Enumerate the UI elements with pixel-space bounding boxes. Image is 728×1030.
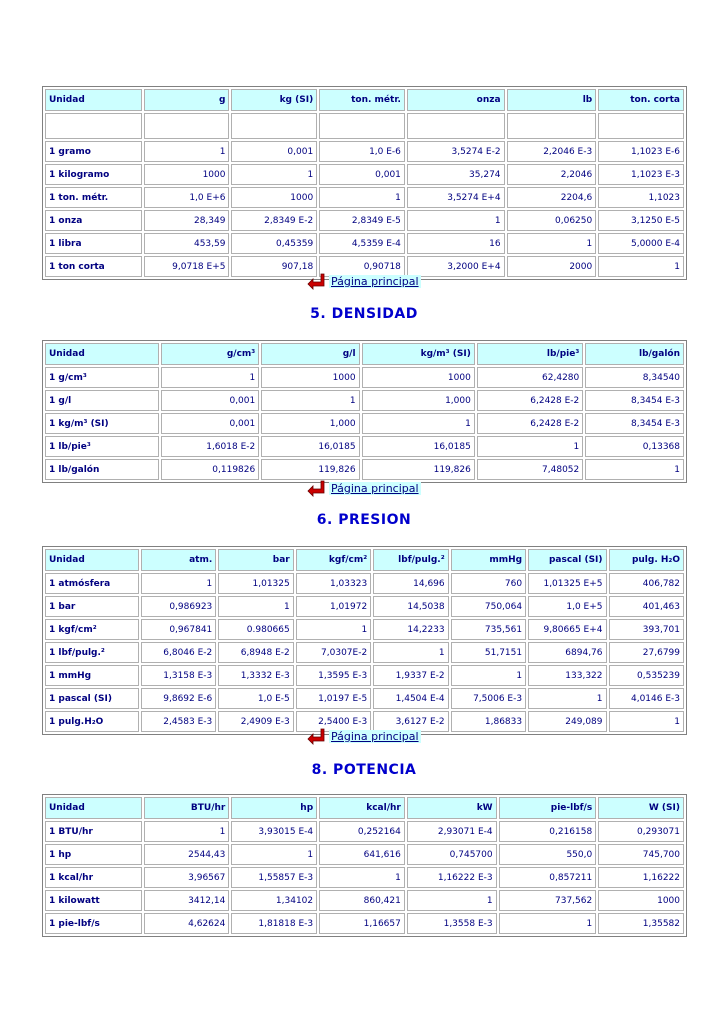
row-label-cell: 1 ton. métr. bbox=[45, 187, 142, 208]
home-link[interactable]: Página principal bbox=[331, 729, 419, 743]
home-link[interactable]: Página principal bbox=[331, 481, 419, 495]
home-link-row[interactable] bbox=[307, 726, 421, 746]
value-cell: 401,463 bbox=[609, 596, 684, 617]
value-cell: 1000 bbox=[598, 890, 684, 911]
table-row bbox=[45, 844, 684, 865]
section-title-pressure: 6. PRESION bbox=[316, 512, 412, 528]
value-cell: 1 bbox=[144, 141, 230, 162]
row-label-cell: 1 onza bbox=[45, 210, 142, 231]
value-cell: 1,81818 E-3 bbox=[231, 913, 317, 934]
row-label-cell: 1 lbf/pulg.² bbox=[45, 642, 139, 663]
row-label-cell: 1 hp bbox=[45, 844, 142, 865]
table-row bbox=[45, 210, 684, 231]
mass-rows bbox=[45, 141, 684, 277]
value-cell: 1 bbox=[261, 390, 359, 411]
value-cell: 1,16657 bbox=[319, 913, 405, 934]
value-cell: 1,0 E-5 bbox=[218, 688, 293, 709]
value-cell: 0,001 bbox=[319, 164, 405, 185]
table-row bbox=[45, 459, 684, 480]
value-cell: 1,1023 E-3 bbox=[598, 164, 684, 185]
section-title-density: 5. DENSIDAD bbox=[310, 306, 418, 322]
value-cell: 14,5038 bbox=[373, 596, 448, 617]
row-label-cell: 1 gramo bbox=[45, 141, 142, 162]
home-link-row[interactable] bbox=[307, 478, 421, 498]
header-cell: atm. bbox=[141, 549, 216, 571]
value-cell: 1000 bbox=[144, 164, 230, 185]
value-cell: 1,000 bbox=[261, 413, 359, 434]
value-cell: 907,18 bbox=[231, 256, 317, 277]
value-cell: 2,8349 E-2 bbox=[231, 210, 317, 231]
row-label-cell: 1 lb/galón bbox=[45, 459, 159, 480]
value-cell: 3,2000 E+4 bbox=[407, 256, 505, 277]
header-cell: kW bbox=[407, 797, 497, 819]
header-cell: hp bbox=[231, 797, 317, 819]
value-cell: 393,701 bbox=[609, 619, 684, 640]
value-cell: 453,59 bbox=[144, 233, 230, 254]
row-label-cell: 1 lb/pie³ bbox=[45, 436, 159, 457]
return-arrow-icon bbox=[307, 479, 325, 497]
table-row bbox=[45, 688, 684, 709]
value-cell: 1,4504 E-4 bbox=[373, 688, 448, 709]
value-cell: 1 bbox=[161, 367, 260, 388]
value-cell: 16,0185 bbox=[362, 436, 475, 457]
header-cell: lb bbox=[507, 89, 597, 111]
value-cell: 8,3454 E-3 bbox=[585, 413, 684, 434]
value-cell: 1,03323 bbox=[296, 573, 371, 594]
value-cell: 6,8046 E-2 bbox=[141, 642, 216, 663]
value-cell: 7,48052 bbox=[477, 459, 583, 480]
row-label-cell: 1 kilowatt bbox=[45, 890, 142, 911]
value-cell: 0,252164 bbox=[319, 821, 405, 842]
table-row bbox=[45, 596, 684, 617]
table-row bbox=[45, 187, 684, 208]
value-cell: 1,3158 E-3 bbox=[141, 665, 216, 686]
value-cell: 1,9337 E-2 bbox=[373, 665, 448, 686]
blank-row bbox=[45, 113, 684, 139]
value-cell: 9,8692 E-6 bbox=[141, 688, 216, 709]
value-cell: 1 bbox=[218, 596, 293, 617]
value-cell: 2,93071 E-4 bbox=[407, 821, 497, 842]
row-label-cell: 1 pulg.H₂O bbox=[45, 711, 139, 732]
value-cell: 0,90718 bbox=[319, 256, 405, 277]
value-cell: 7,0307E-2 bbox=[296, 642, 371, 663]
value-cell: 6,2428 E-2 bbox=[477, 390, 583, 411]
value-cell: 0,45359 bbox=[231, 233, 317, 254]
value-cell: 1,3558 E-3 bbox=[407, 913, 497, 934]
value-cell: 1,3332 E-3 bbox=[218, 665, 293, 686]
row-label-cell: 1 g/cm³ bbox=[45, 367, 159, 388]
value-cell: 4,5359 E-4 bbox=[319, 233, 405, 254]
value-cell: 8,34540 bbox=[585, 367, 684, 388]
row-label-cell: 1 g/l bbox=[45, 390, 159, 411]
table-row bbox=[45, 913, 684, 934]
value-cell: 550,0 bbox=[499, 844, 597, 865]
header-cell: g/cm³ bbox=[161, 343, 260, 365]
value-cell: 760 bbox=[451, 573, 526, 594]
value-cell: 1 bbox=[373, 642, 448, 663]
value-cell: 2,4909 E-3 bbox=[218, 711, 293, 732]
value-cell: 249,089 bbox=[528, 711, 606, 732]
header-cell: kgf/cm² bbox=[296, 549, 371, 571]
row-label-cell: 1 pascal (SI) bbox=[45, 688, 139, 709]
value-cell: 1,86833 bbox=[451, 711, 526, 732]
header-cell: Unidad bbox=[45, 343, 159, 365]
value-cell: 1 bbox=[231, 844, 317, 865]
value-cell: 1 bbox=[144, 821, 230, 842]
row-label-cell: 1 kgf/cm² bbox=[45, 619, 139, 640]
header-cell: ton. corta bbox=[598, 89, 684, 111]
row-label-cell: 1 BTU/hr bbox=[45, 821, 142, 842]
row-label-cell: 1 kilogramo bbox=[45, 164, 142, 185]
header-cell: pascal (SI) bbox=[528, 549, 606, 571]
value-cell: 2,2046 E-3 bbox=[507, 141, 597, 162]
pressure-table bbox=[42, 546, 687, 735]
header-cell: BTU/hr bbox=[144, 797, 230, 819]
value-cell: 1,000 bbox=[362, 390, 475, 411]
value-cell: 1 bbox=[451, 665, 526, 686]
value-cell: 1,3595 E-3 bbox=[296, 665, 371, 686]
value-cell: 3,5274 E+4 bbox=[407, 187, 505, 208]
value-cell: 0,216158 bbox=[499, 821, 597, 842]
value-cell: 2,5400 E-3 bbox=[296, 711, 371, 732]
value-cell: 6,8948 E-2 bbox=[218, 642, 293, 663]
table-row bbox=[45, 367, 684, 388]
value-cell: 735,561 bbox=[451, 619, 526, 640]
value-cell: 1,01325 bbox=[218, 573, 293, 594]
value-cell: 1,55857 E-3 bbox=[231, 867, 317, 888]
header-cell: pulg. H₂O bbox=[609, 549, 684, 571]
header-cell: lbf/pulg.² bbox=[373, 549, 448, 571]
table-row bbox=[45, 164, 684, 185]
pressure-rows bbox=[45, 573, 684, 732]
value-cell: 4,62624 bbox=[144, 913, 230, 934]
value-cell: 1 bbox=[407, 210, 505, 231]
header-cell: lb/pie³ bbox=[477, 343, 583, 365]
value-cell: 1 bbox=[507, 233, 597, 254]
header-cell: bar bbox=[218, 549, 293, 571]
header-cell: Unidad bbox=[45, 549, 139, 571]
value-cell: 860,421 bbox=[319, 890, 405, 911]
value-cell: 27,6799 bbox=[609, 642, 684, 663]
value-cell: 0,001 bbox=[231, 141, 317, 162]
table-header-row bbox=[45, 343, 684, 365]
value-cell: 1 bbox=[141, 573, 216, 594]
value-cell: 1,16222 E-3 bbox=[407, 867, 497, 888]
value-cell: 16,0185 bbox=[261, 436, 359, 457]
value-cell: 3,5274 E-2 bbox=[407, 141, 505, 162]
table-row bbox=[45, 141, 684, 162]
power-rows bbox=[45, 821, 684, 934]
table-row bbox=[45, 642, 684, 663]
value-cell: 1 bbox=[362, 413, 475, 434]
value-cell: 119,826 bbox=[362, 459, 475, 480]
value-cell: 51,7151 bbox=[451, 642, 526, 663]
value-cell: 2,4583 E-3 bbox=[141, 711, 216, 732]
value-cell: 16 bbox=[407, 233, 505, 254]
table-row bbox=[45, 619, 684, 640]
value-cell: 1 bbox=[296, 619, 371, 640]
value-cell: 2000 bbox=[507, 256, 597, 277]
value-cell: 1,0197 E-5 bbox=[296, 688, 371, 709]
power-table bbox=[42, 794, 687, 937]
value-cell: 0,857211 bbox=[499, 867, 597, 888]
value-cell: 2,2046 bbox=[507, 164, 597, 185]
value-cell: 1 bbox=[407, 890, 497, 911]
value-cell: 1,1023 bbox=[598, 187, 684, 208]
header-cell: pie-lbf/s bbox=[499, 797, 597, 819]
table-header-row bbox=[45, 797, 684, 819]
table-row bbox=[45, 665, 684, 686]
value-cell: 750,064 bbox=[451, 596, 526, 617]
value-cell: 62,4280 bbox=[477, 367, 583, 388]
value-cell: 119,826 bbox=[261, 459, 359, 480]
value-cell: 5,0000 E-4 bbox=[598, 233, 684, 254]
value-cell: 1 bbox=[585, 459, 684, 480]
value-cell: 1,01325 E+5 bbox=[528, 573, 606, 594]
value-cell: 1 bbox=[609, 711, 684, 732]
value-cell: 1,1023 E-6 bbox=[598, 141, 684, 162]
value-cell: 2,8349 E-5 bbox=[319, 210, 405, 231]
return-arrow-icon bbox=[307, 272, 325, 290]
value-cell: 1000 bbox=[362, 367, 475, 388]
header-cell: kcal/hr bbox=[319, 797, 405, 819]
value-cell: 14,696 bbox=[373, 573, 448, 594]
value-cell: 6894,76 bbox=[528, 642, 606, 663]
value-cell: 1000 bbox=[231, 187, 317, 208]
value-cell: 14,2233 bbox=[373, 619, 448, 640]
value-cell: 0.980665 bbox=[218, 619, 293, 640]
value-cell: 3412,14 bbox=[144, 890, 230, 911]
table-row bbox=[45, 867, 684, 888]
value-cell: 6,2428 E-2 bbox=[477, 413, 583, 434]
value-cell: 737,562 bbox=[499, 890, 597, 911]
table-row bbox=[45, 233, 684, 254]
value-cell: 28,349 bbox=[144, 210, 230, 231]
value-cell: 0,13368 bbox=[585, 436, 684, 457]
mass-table bbox=[42, 86, 687, 280]
table-row bbox=[45, 436, 684, 457]
header-cell: W (SI) bbox=[598, 797, 684, 819]
row-label-cell: 1 atmósfera bbox=[45, 573, 139, 594]
value-cell: 1000 bbox=[261, 367, 359, 388]
table-row bbox=[45, 413, 684, 434]
value-cell: 2204,6 bbox=[507, 187, 597, 208]
value-cell: 0,293071 bbox=[598, 821, 684, 842]
value-cell: 1 bbox=[319, 187, 405, 208]
header-cell: g bbox=[144, 89, 230, 111]
value-cell: 1 bbox=[231, 164, 317, 185]
table-row bbox=[45, 573, 684, 594]
value-cell: 3,93015 E-4 bbox=[231, 821, 317, 842]
value-cell: 0,986923 bbox=[141, 596, 216, 617]
value-cell: 0,001 bbox=[161, 390, 260, 411]
density-rows bbox=[45, 367, 684, 480]
value-cell: 1,16222 bbox=[598, 867, 684, 888]
value-cell: 8,3454 E-3 bbox=[585, 390, 684, 411]
value-cell: 1 bbox=[598, 256, 684, 277]
value-cell: 641,616 bbox=[319, 844, 405, 865]
header-cell: mmHg bbox=[451, 549, 526, 571]
value-cell: 3,1250 E-5 bbox=[598, 210, 684, 231]
value-cell: 3,6127 E-2 bbox=[373, 711, 448, 732]
return-arrow-icon bbox=[307, 727, 325, 745]
value-cell: 0,06250 bbox=[507, 210, 597, 231]
table-row bbox=[45, 821, 684, 842]
value-cell: 1,0 E+5 bbox=[528, 596, 606, 617]
value-cell: 2544,43 bbox=[144, 844, 230, 865]
value-cell: 1,34102 bbox=[231, 890, 317, 911]
value-cell: 133,322 bbox=[528, 665, 606, 686]
header-cell: onza bbox=[407, 89, 505, 111]
value-cell: 1,0 E+6 bbox=[144, 187, 230, 208]
value-cell: 1 bbox=[528, 688, 606, 709]
home-link[interactable]: Página principal bbox=[331, 274, 419, 288]
value-cell: 1,35582 bbox=[598, 913, 684, 934]
density-table bbox=[42, 340, 687, 483]
value-cell: 35,274 bbox=[407, 164, 505, 185]
value-cell: 0,745700 bbox=[407, 844, 497, 865]
value-cell: 1 bbox=[499, 913, 597, 934]
header-cell: ton. métr. bbox=[319, 89, 405, 111]
value-cell: 1 bbox=[477, 436, 583, 457]
value-cell: 406,782 bbox=[609, 573, 684, 594]
header-cell: g/l bbox=[261, 343, 359, 365]
row-label-cell: 1 kg/m³ (SI) bbox=[45, 413, 159, 434]
value-cell: 0,535239 bbox=[609, 665, 684, 686]
row-label-cell: 1 ton corta bbox=[45, 256, 142, 277]
value-cell: 1,01972 bbox=[296, 596, 371, 617]
table-row bbox=[45, 890, 684, 911]
home-link-row[interactable] bbox=[307, 271, 421, 291]
table-header-row bbox=[45, 549, 684, 571]
value-cell: 0,119826 bbox=[161, 459, 260, 480]
value-cell: 0,967841 bbox=[141, 619, 216, 640]
header-cell: Unidad bbox=[45, 89, 142, 111]
value-cell: 1,6018 E-2 bbox=[161, 436, 260, 457]
header-cell: lb/galón bbox=[585, 343, 684, 365]
value-cell: 9,0718 E+5 bbox=[144, 256, 230, 277]
value-cell: 745,700 bbox=[598, 844, 684, 865]
section-title-power: 8. POTENCIA bbox=[311, 762, 417, 778]
row-label-cell: 1 libra bbox=[45, 233, 142, 254]
value-cell: 3,96567 bbox=[144, 867, 230, 888]
row-label-cell: 1 mmHg bbox=[45, 665, 139, 686]
value-cell: 4,0146 E-3 bbox=[609, 688, 684, 709]
value-cell: 0,001 bbox=[161, 413, 260, 434]
value-cell: 7,5006 E-3 bbox=[451, 688, 526, 709]
value-cell: 1 bbox=[319, 867, 405, 888]
value-cell: 1,0 E-6 bbox=[319, 141, 405, 162]
row-label-cell: 1 kcal/hr bbox=[45, 867, 142, 888]
row-label-cell: 1 pie-lbf/s bbox=[45, 913, 142, 934]
value-cell: 9,80665 E+4 bbox=[528, 619, 606, 640]
table-header-row bbox=[45, 89, 684, 111]
header-cell: kg/m³ (SI) bbox=[362, 343, 475, 365]
table-row bbox=[45, 390, 684, 411]
row-label-cell: 1 bar bbox=[45, 596, 139, 617]
header-cell: kg (SI) bbox=[231, 89, 317, 111]
header-cell: Unidad bbox=[45, 797, 142, 819]
